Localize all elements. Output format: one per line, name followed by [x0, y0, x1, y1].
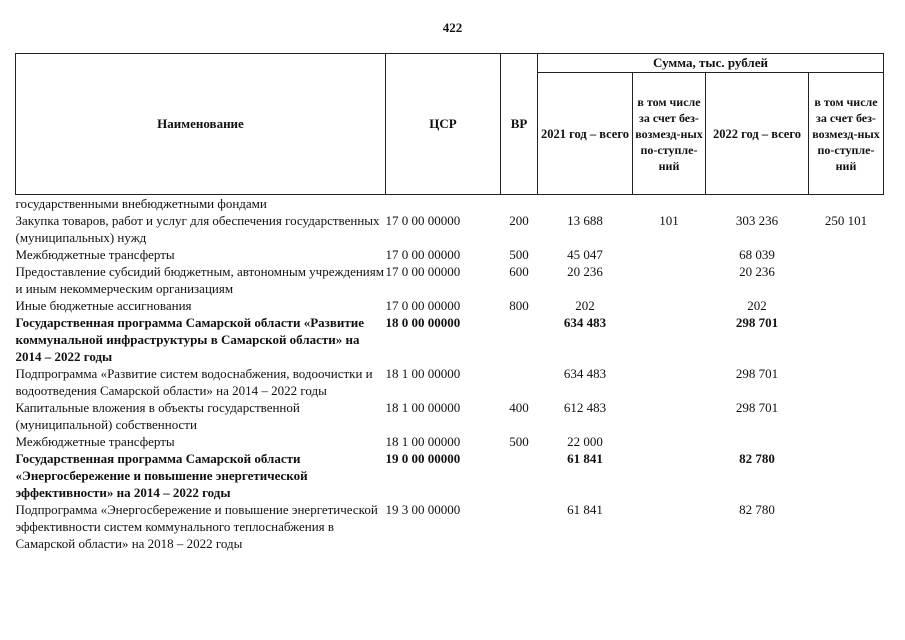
table-row: [16, 433, 884, 450]
row-name: Межбюджетные трансферты: [15, 434, 175, 449]
row-2022-grants: [809, 263, 884, 297]
header-csr: ЦСР: [386, 54, 501, 195]
table-row: [16, 501, 884, 552]
row-2022-grants: [809, 399, 884, 433]
row-csr: 17 0 00 00000: [385, 264, 461, 279]
table-header: [16, 54, 884, 195]
row-vr: 600: [509, 264, 529, 279]
row-2022-total: 68 039: [739, 247, 775, 262]
row-2021-grants: 101: [659, 213, 679, 228]
table-row: [16, 212, 884, 246]
table-row: [16, 263, 884, 297]
row-2022-total: 298 701: [735, 366, 779, 381]
row-2022-grants: [809, 314, 884, 365]
row-csr: 18 1 00 00000: [385, 400, 461, 415]
row-vr: [501, 501, 538, 552]
row-name: Подпрограмма «Развитие систем водоснабжения, водоочистки и водоотведения Самарской области» на 2014 – 2022 годы: [15, 366, 373, 398]
row-csr: 19 0 00 00000: [385, 451, 461, 466]
row-vr: [501, 195, 538, 213]
row-2021-total: 22 000: [567, 434, 603, 449]
row-2021-total: 61 841: [567, 451, 603, 466]
row-name: Капитальные вложения в объекты государственной (муниципальной) собственности: [15, 400, 300, 432]
header-2022-total: 2022 год – всего: [706, 73, 809, 195]
header-name: Наименование: [16, 54, 386, 195]
table-row: [16, 314, 884, 365]
row-2022-total: [706, 195, 809, 213]
row-csr: 19 3 00 00000: [385, 502, 461, 517]
table-row: [16, 450, 884, 501]
row-2021-total: 13 688: [567, 213, 603, 228]
row-csr: 18 0 00 00000: [385, 315, 461, 330]
row-vr: [501, 450, 538, 501]
row-2021-total: 20 236: [567, 264, 603, 279]
row-2021-total: 634 483: [563, 366, 607, 381]
row-name: Иные бюджетные ассигнования: [15, 298, 192, 313]
row-2021-grants: [633, 365, 706, 399]
table-row: [16, 195, 884, 213]
row-2022-grants: [809, 501, 884, 552]
row-csr: 17 0 00 00000: [385, 298, 461, 313]
row-2021-grants: [633, 399, 706, 433]
row-2021-total: 634 483: [563, 315, 607, 330]
row-2021-grants: [633, 246, 706, 263]
row-2021-grants: [633, 263, 706, 297]
row-vr: 500: [509, 247, 529, 262]
row-name: Подпрограмма «Энергосбережение и повышение энергетической эффективности систем коммунального теплоснабжения в Самарской области» на 2018 – 2022 годы: [15, 502, 378, 551]
row-name: Государственная программа Самарской области «Энергосбережение и повышение энергетической эффективности» на 2014 – 2022 годы: [15, 451, 308, 500]
row-vr: 500: [509, 434, 529, 449]
row-name: Закупка товаров, работ и услуг для обеспечения государственных (муниципальных) нужд: [15, 213, 380, 245]
row-2022-grants: [809, 195, 884, 213]
row-2022-total: 298 701: [735, 315, 779, 330]
row-2021-grants: [633, 195, 706, 213]
table-row: [16, 365, 884, 399]
header-sum-group: Сумма, тыс. рублей: [538, 54, 884, 73]
table-row: [16, 297, 884, 314]
row-csr: 18 1 00 00000: [385, 366, 461, 381]
header-2021-total: 2021 год – всего: [538, 73, 633, 195]
row-2022-grants: [809, 297, 884, 314]
row-2021-grants: [633, 433, 706, 450]
row-csr: [386, 195, 501, 213]
row-2021-grants: [633, 314, 706, 365]
table-row: [16, 399, 884, 433]
row-vr: [501, 314, 538, 365]
row-vr: 400: [509, 400, 529, 415]
row-2022-total: 82 780: [739, 451, 775, 466]
row-2022-grants: [809, 365, 884, 399]
row-csr: 17 0 00 00000: [385, 247, 461, 262]
row-name: Межбюджетные трансферты: [15, 247, 175, 262]
row-name: Предоставление субсидий бюджетным, автономным учреждениям и иным некоммерческим организациям: [15, 264, 384, 296]
table-row: [16, 246, 884, 263]
row-2021-total: 202: [575, 298, 595, 313]
row-2021-total: 45 047: [567, 247, 603, 262]
row-2021-grants: [633, 297, 706, 314]
row-2022-total: 82 780: [739, 502, 775, 517]
row-2022-grants: 250 101: [824, 213, 868, 228]
row-vr: 200: [509, 213, 529, 228]
row-vr: [501, 365, 538, 399]
row-name: государственными внебюджетными фондами: [15, 196, 267, 211]
row-2021-grants: [633, 450, 706, 501]
row-2022-total: 20 236: [739, 264, 775, 279]
row-vr: 800: [509, 298, 529, 313]
row-2021-total: [538, 195, 633, 213]
row-2022-total: [706, 433, 809, 450]
header-2022-grants: в том числе за счет без-возмезд-ных по-ступле-ний: [809, 73, 884, 195]
header-2021-grants: в том числе за счет без-возмезд-ных по-ступле-ний: [633, 73, 706, 195]
row-2021-total: 61 841: [567, 502, 603, 517]
row-2022-total: 202: [747, 298, 767, 313]
row-csr: 18 1 00 00000: [385, 434, 461, 449]
row-2022-grants: [809, 246, 884, 263]
row-2021-grants: [633, 501, 706, 552]
row-2022-total: 298 701: [735, 400, 779, 415]
row-2022-grants: [809, 433, 884, 450]
header-vr: ВР: [501, 54, 538, 195]
row-csr: 17 0 00 00000: [385, 213, 461, 228]
row-name: Государственная программа Самарской области «Развитие коммунальной инфраструктуры в Самарской области» на 2014 – 2022 годы: [15, 315, 365, 364]
row-2022-total: 303 236: [735, 213, 779, 228]
budget-table: [15, 53, 884, 552]
row-2021-total: 612 483: [563, 400, 607, 415]
page-number: 422: [442, 20, 463, 35]
row-2022-grants: [809, 450, 884, 501]
table-body: [16, 195, 884, 553]
